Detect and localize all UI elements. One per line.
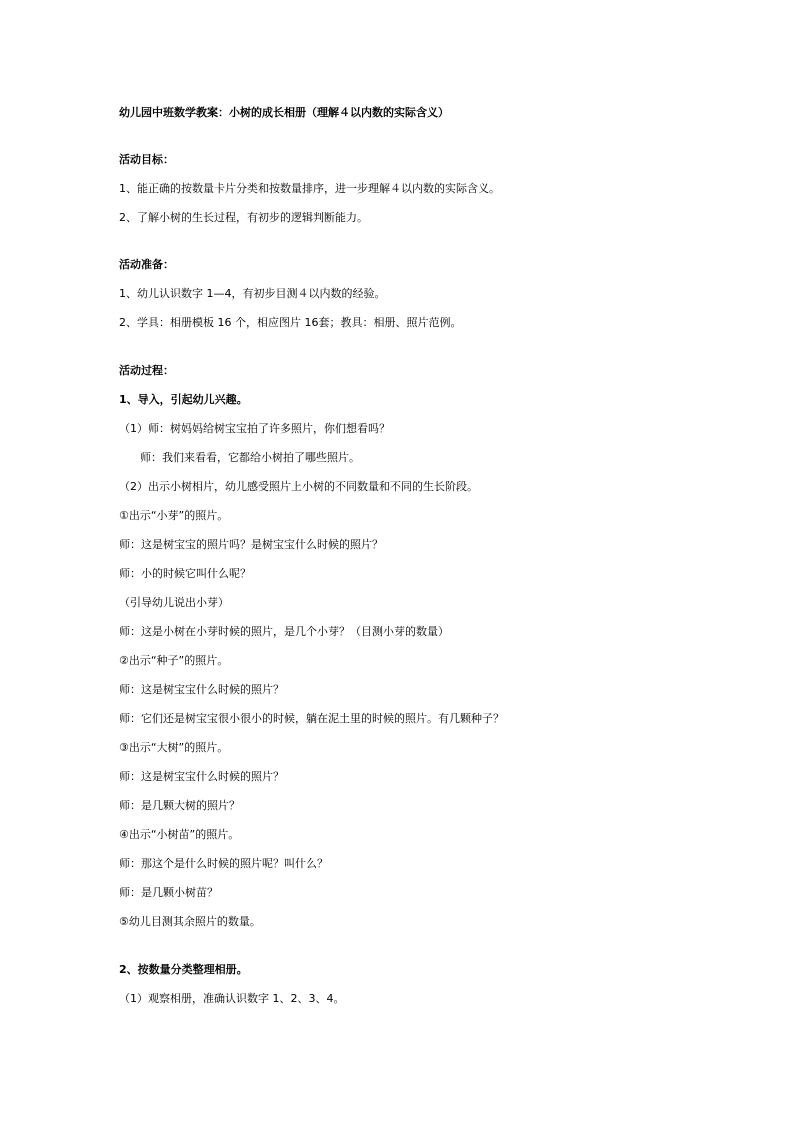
step1-line-11: 师：它们还是树宝宝很小很小的时候，躺在泥土里的时候的照片。有几颗种子？ xyxy=(119,712,504,725)
step1-heading: 1、导入，引起幼儿兴趣。 xyxy=(119,393,248,406)
step1-line-9: ②出示“种子”的照片。 xyxy=(119,654,229,667)
document-title: 幼儿园中班数学教案：小树的成长相册（理解４以内数的实际含义） xyxy=(119,106,449,119)
step1-line-18: ⑤幼儿目测其余照片的数量。 xyxy=(119,915,261,928)
prep-item-1: 1、幼儿认识数字 1—4，有初步目测４以内数的经验。 xyxy=(119,287,386,300)
step1-line-14: 师：是几颗大树的照片？ xyxy=(119,799,240,812)
step1-line-15: ④出示“小树苗”的照片。 xyxy=(119,828,240,841)
prep-item-2: 2、学具：相册模板 16 个，相应图片 16套；教具：相册、照片范例。 xyxy=(119,316,462,329)
process-heading: 活动过程： xyxy=(119,364,174,377)
goals-heading: 活动目标： xyxy=(119,153,174,166)
step1-line-8: 师：这是小树在小芽时候的照片，是几个小芽？（目测小芽的数量） xyxy=(119,625,449,638)
goal-item-2: 2、了解小树的生长过程，有初步的逻辑判断能力。 xyxy=(119,211,368,224)
step1-line-1: （1）师：树妈妈给树宝宝拍了许多照片，你们想看吗？ xyxy=(119,422,390,435)
prep-heading: 活动准备： xyxy=(119,258,174,271)
step1-line-16: 师：那这个是什么时候的照片呢？叫什么？ xyxy=(119,857,328,870)
step1-line-3: （2）出示小树相片，幼儿感受照片上小树的不同数量和不同的生长阶段。 xyxy=(119,480,478,493)
step1-line-17: 师：是几颗小树苗？ xyxy=(119,886,218,899)
step1-line-5: 师：这是树宝宝的照片吗？是树宝宝什么时候的照片？ xyxy=(119,538,383,551)
step1-line-10: 师：这是树宝宝什么时候的照片？ xyxy=(119,683,284,696)
goal-item-1: 1、能正确的按数量卡片分类和按数量排序，进一步理解４以内数的实际含义。 xyxy=(119,182,500,195)
step1-line-2: 师：我们来看看，它都给小树拍了哪些照片。 xyxy=(140,451,360,464)
step1-line-13: 师：这是树宝宝什么时候的照片？ xyxy=(119,770,284,783)
step1-line-4: ①出示“小芽”的照片。 xyxy=(119,509,229,522)
step1-line-7: （引导幼儿说出小芽） xyxy=(119,596,229,609)
step2-line-1: （1）观察相册，准确认识数字 1、2、3、4。 xyxy=(119,992,345,1005)
step2-heading: 2、按数量分类整理相册。 xyxy=(119,963,248,976)
step1-line-6: 师：小的时候它叫什么呢？ xyxy=(119,567,251,580)
step1-line-12: ③出示“大树”的照片。 xyxy=(119,741,229,754)
